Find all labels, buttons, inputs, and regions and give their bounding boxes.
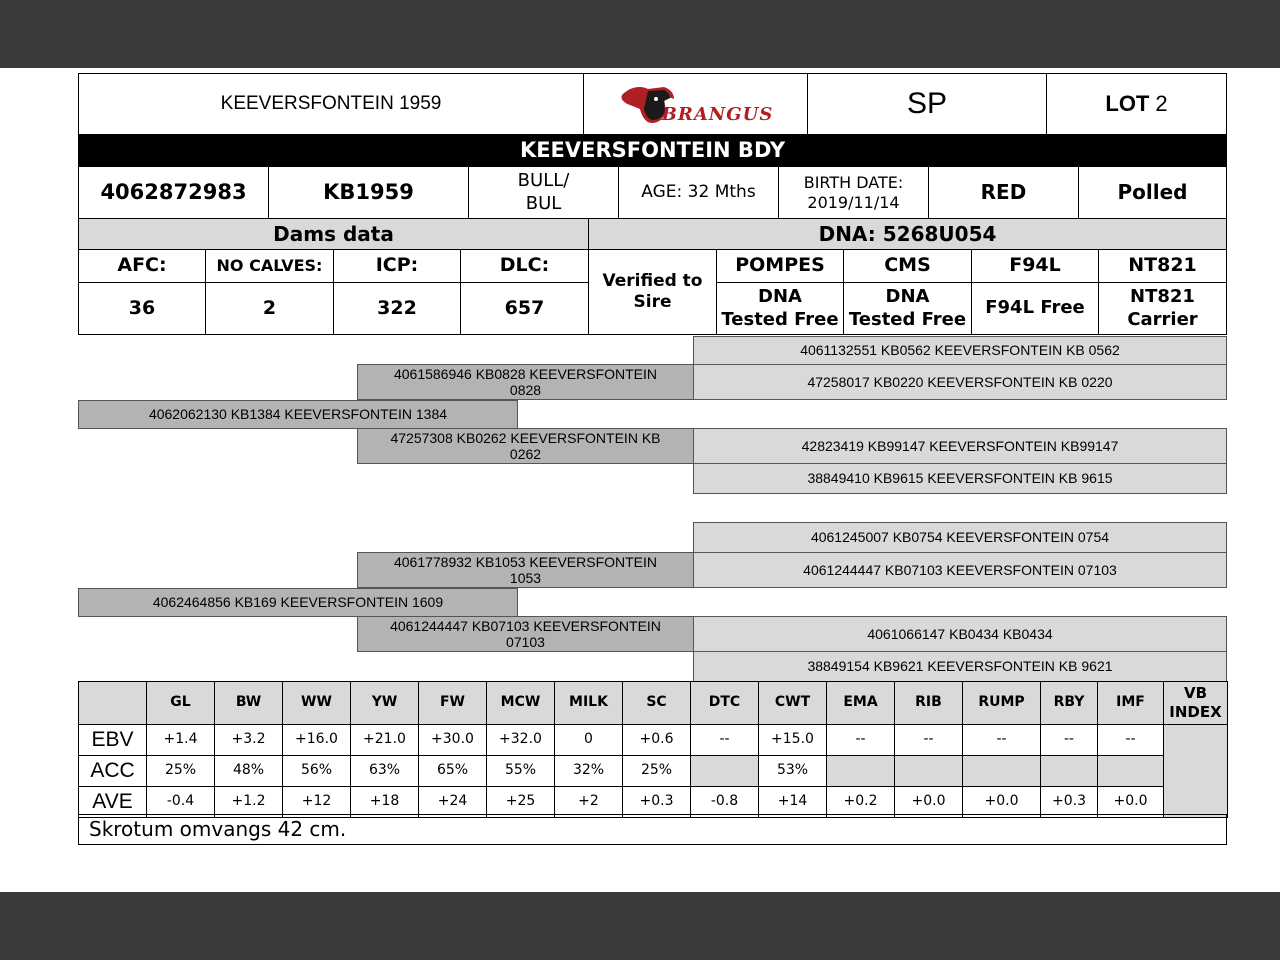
pedigree-dam-sire-line-1: 4061778932 KB1053 KEEVERSFONTEIN (393, 553, 658, 570)
sex-cell (468, 166, 619, 219)
ebv-ave-fw: +24 (418, 786, 487, 818)
ebv-ave-mcw: +25 (486, 786, 555, 818)
ebv-header-sc: SC (622, 681, 691, 725)
ebv-acc-bw: 48% (214, 755, 283, 787)
horn-cell: Polled (1078, 166, 1227, 219)
brangus-logo (583, 73, 808, 135)
ebv-ebv-yw: +21.0 (350, 724, 419, 756)
lot-box (1046, 73, 1227, 135)
ebv-acc-gl: 25% (146, 755, 215, 787)
sex-line-1: BULL/ (517, 170, 570, 191)
verified-to-sire (588, 249, 717, 335)
dna-value-cms-line-2: Tested Free (848, 308, 967, 330)
dams-value-icp: 322 (333, 282, 461, 335)
ebv-acc-milk: 32% (554, 755, 623, 787)
dna-value-cms-line-1: DNA (885, 286, 930, 307)
ebv-acc-imf (1097, 755, 1164, 787)
animal-title-bar: KEEVERSFONTEIN BDY (78, 134, 1227, 167)
dams-value-calves: 2 (205, 282, 334, 335)
animal-id: 4062872983 (78, 166, 269, 219)
ebv-ebv-rby: -- (1040, 724, 1098, 756)
pedigree-dam-sire-line-2: 1053 (509, 570, 542, 586)
pedigree-sire-dam-line-2: 0262 (509, 446, 542, 462)
sex-line-2: BUL (525, 192, 562, 214)
ebv-header-yw: YW (350, 681, 419, 725)
ebv-header-vb-index (1163, 681, 1228, 725)
dna-value-nt821-line-2: Carrier (1127, 308, 1198, 330)
pedigree-dds: 4061066147 KB0434 KB0434 (693, 616, 1227, 652)
ebv-acc-cwt: 53% (758, 755, 827, 787)
ebv-vb-index-value (1163, 724, 1228, 818)
dams-value-afc: 36 (78, 282, 206, 335)
ebv-header-milk: MILK (554, 681, 623, 725)
pedigree-sss: 4061132551 KB0562 KEEVERSFONTEIN KB 0562 (693, 336, 1227, 365)
dna-value-nt821-line-1: NT821 (1130, 286, 1195, 307)
dna-header-cms: CMS (843, 249, 972, 283)
brangus-logo-text: BRANGUS (661, 103, 774, 125)
ebv-ave-ema: +0.2 (826, 786, 895, 818)
dna-value-pompes-line-1: DNA (758, 286, 802, 307)
pedigree-dam-dam-line-1: 4061244447 KB07103 KEEVERSFONTEIN (390, 617, 661, 634)
note-cell: Skrotum omvangs 42 cm. (78, 814, 1227, 845)
ebv-header-gl: GL (146, 681, 215, 725)
ebv-table (78, 681, 1227, 815)
ebv-header-imf: IMF (1097, 681, 1164, 725)
ebv-ebv-ema: -- (826, 724, 895, 756)
document-page (0, 68, 1280, 892)
birth-date-cell (778, 166, 929, 219)
ebv-ave-cwt: +14 (758, 786, 827, 818)
dna-value-f94l (971, 282, 1099, 335)
ebv-ave-rump: +0.0 (962, 786, 1041, 818)
ebv-header-ww: WW (282, 681, 351, 725)
ebv-header-bw: BW (214, 681, 283, 725)
pedigree-sire-dam (357, 428, 694, 464)
pedigree-sire-sire (357, 364, 694, 400)
birth-date-value: 2019/11/14 (807, 192, 900, 212)
ebv-ebv-cwt: +15.0 (758, 724, 827, 756)
ebv-ebv-mcw: +32.0 (486, 724, 555, 756)
ebv-acc-ema (826, 755, 895, 787)
pedigree-ssd: 47258017 KB0220 KEEVERSFONTEIN KB 0220 (693, 364, 1227, 400)
pedigree-dam: 4062464856 KB169 KEEVERSFONTEIN 1609 (78, 588, 518, 617)
ebv-header-ema: EMA (826, 681, 895, 725)
dams-value-dlc: 657 (460, 282, 589, 335)
pedigree-dsd: 4061244447 KB07103 KEEVERSFONTEIN 07103 (693, 552, 1227, 588)
dams-header-dlc: DLC: (460, 249, 589, 283)
ebv-ebv-sc: +0.6 (622, 724, 691, 756)
color-cell: RED (928, 166, 1079, 219)
ebv-ebv-bw: +3.2 (214, 724, 283, 756)
pedigree-ddd: 38849154 KB9621 KEEVERSFONTEIN KB 9621 (693, 651, 1227, 682)
ebv-header-corner (78, 681, 147, 725)
dna-value-pompes-line-2: Tested Free (721, 308, 839, 330)
ebv-header-fw: FW (418, 681, 487, 725)
pedigree-sire-sire-line-1: 4061586946 KB0828 KEEVERSFONTEIN (393, 365, 658, 382)
animal-code: KB1959 (268, 166, 469, 219)
ebv-ave-gl: -0.4 (146, 786, 215, 818)
ebv-header-dtc: DTC (690, 681, 759, 725)
ebv-acc-sc: 25% (622, 755, 691, 787)
pedigree-dam-dam-line-2: 07103 (506, 634, 545, 650)
ebv-header-cwt: CWT (758, 681, 827, 725)
ebv-ave-milk: +2 (554, 786, 623, 818)
ebv-ebv-dtc: -- (690, 724, 759, 756)
lot-label: LOT (1105, 91, 1150, 117)
pedigree-sds: 42823419 KB99147 KEEVERSFONTEIN KB99147 (693, 428, 1227, 464)
ebv-row-label-ebv: EBV (78, 724, 147, 756)
ebv-ebv-rump: -- (962, 724, 1041, 756)
pedigree-sdd: 38849410 KB9615 KEEVERSFONTEIN KB 9615 (693, 463, 1227, 494)
age-cell: AGE: 32 Mths (618, 166, 779, 219)
ebv-ave-imf: +0.0 (1097, 786, 1164, 818)
ebv-ave-dtc: -0.8 (690, 786, 759, 818)
ebv-header-mcw: MCW (486, 681, 555, 725)
ebv-ebv-gl: +1.4 (146, 724, 215, 756)
ebv-acc-dtc (690, 755, 759, 787)
ebv-ebv-rib: -- (894, 724, 963, 756)
vb-index-line-1: VB (1183, 684, 1208, 703)
ebv-ave-rib: +0.0 (894, 786, 963, 818)
lot-number: 2 (1155, 91, 1168, 117)
ebv-ave-ww: +12 (282, 786, 351, 818)
dams-data-title: Dams data (78, 218, 589, 250)
dna-value-nt821 (1098, 282, 1227, 335)
pedigree-sire: 4062062130 KB1384 KEEVERSFONTEIN 1384 (78, 400, 518, 429)
verified-line-2: Sire (633, 292, 672, 312)
vb-index-line-2: INDEX (1169, 703, 1222, 721)
dna-value-cms (843, 282, 972, 335)
ebv-acc-yw: 63% (350, 755, 419, 787)
dna-header-pompes: POMPES (716, 249, 844, 283)
ebv-ebv-milk: 0 (554, 724, 623, 756)
pedigree-dss: 4061245007 KB0754 KEEVERSFONTEIN 0754 (693, 522, 1227, 553)
ebv-acc-ww: 56% (282, 755, 351, 787)
ebv-header-rump: RUMP (962, 681, 1041, 725)
birth-date-label: BIRTH DATE: (803, 172, 904, 192)
dams-header-afc: AFC: (78, 249, 206, 283)
ebv-header-rby: RBY (1040, 681, 1098, 725)
ebv-ebv-fw: +30.0 (418, 724, 487, 756)
pedigree-sire-sire-line-2: 0828 (509, 382, 542, 398)
dna-value-f94l-text: F94L Free (985, 297, 1085, 319)
animal-name-header: KEEVERSFONTEIN 1959 (78, 73, 584, 135)
dams-header-icp: ICP: (333, 249, 461, 283)
ebv-row-label-ave: AVE (78, 786, 147, 818)
pedigree-dam-dam (357, 616, 694, 652)
ebv-ebv-imf: -- (1097, 724, 1164, 756)
dna-value-pompes (716, 282, 844, 335)
ebv-ave-bw: +1.2 (214, 786, 283, 818)
dna-header-nt821: NT821 (1098, 249, 1227, 283)
sp-label: SP (807, 73, 1047, 135)
ebv-acc-fw: 65% (418, 755, 487, 787)
pedigree-dam-sire (357, 552, 694, 588)
pedigree-sire-dam-line-1: 47257308 KB0262 KEEVERSFONTEIN KB (390, 429, 661, 446)
ebv-ave-sc: +0.3 (622, 786, 691, 818)
ebv-header-rib: RIB (894, 681, 963, 725)
ebv-ave-rby: +0.3 (1040, 786, 1098, 818)
ebv-acc-rib (894, 755, 963, 787)
ebv-ebv-ww: +16.0 (282, 724, 351, 756)
dna-header-f94l: F94L (971, 249, 1099, 283)
ebv-acc-rby (1040, 755, 1098, 787)
dams-header-calves: NO CALVES: (205, 249, 334, 283)
dna-title: DNA: 5268U054 (588, 218, 1227, 250)
ebv-ave-yw: +18 (350, 786, 419, 818)
verified-line-1: Verified to (602, 270, 703, 291)
ebv-acc-mcw: 55% (486, 755, 555, 787)
ebv-row-label-acc: ACC (78, 755, 147, 787)
ebv-acc-rump (962, 755, 1041, 787)
